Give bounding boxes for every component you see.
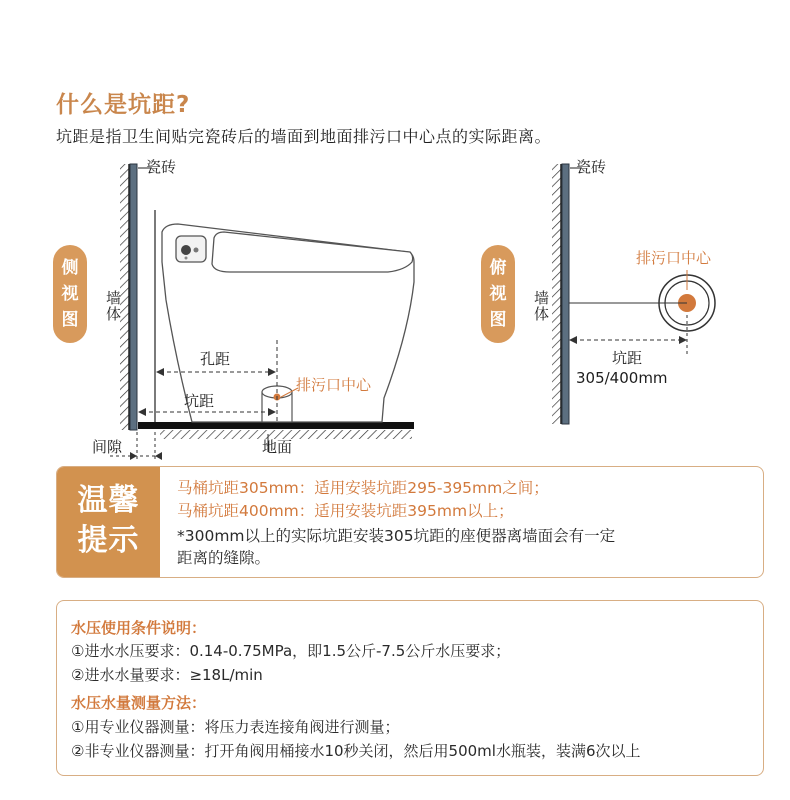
water-conditions-heading: 水压使用条件说明： xyxy=(71,619,207,637)
page-subtitle: 坑距是指卫生间贴完瓷砖后的墙面到地面排污口中心点的实际距离。 xyxy=(56,127,552,146)
warm-tips-box xyxy=(56,466,764,578)
side-pit-distance-label: 坑距 xyxy=(184,392,215,410)
top-pit-distance-label: 坑距 xyxy=(612,349,643,367)
top-pit-values: 305/400mm xyxy=(576,369,668,387)
tip-note-line1: *300mm以上的实际坑距安装305坑距的座便器离墙面会有一定 xyxy=(177,527,616,545)
tip-line-305: 马桶坑距305mm：适用安装坑距295-395mm之间； xyxy=(177,479,549,497)
warm-tips-label: 温馨 提示 xyxy=(57,467,160,577)
top-tile-strip xyxy=(562,164,569,424)
hole-distance-label: 孔距 xyxy=(200,350,231,368)
top-wall-label: 墙 体 xyxy=(534,289,550,323)
page-title: 什么是坑距? xyxy=(56,92,191,118)
water-item-professional: ①用专业仪器测量：将压力表连接角阀进行测量； xyxy=(71,718,400,736)
water-pressure-box xyxy=(56,600,764,776)
side-tile-label: 瓷砖 xyxy=(146,158,177,176)
water-item-nonprofessional: ②非专业仪器测量：打开角阀用桶接水10秒关闭，然后用500ml水瓶装，装满6次以上 xyxy=(71,742,641,760)
tip-note-line2: 距离的缝隙。 xyxy=(177,549,271,567)
side-view-tag: 侧 视 图 xyxy=(53,245,87,343)
top-pit-distance-arrow xyxy=(569,336,687,344)
side-outlet-center-label: 排污口中心 xyxy=(296,376,372,394)
top-wall-hatch xyxy=(552,164,561,424)
tip-line-400: 马桶坑距400mm：适用安装坑距395mm以上； xyxy=(177,502,514,520)
top-tile-label: 瓷砖 xyxy=(576,158,607,176)
water-method-heading: 水压水量测量方法： xyxy=(71,694,207,712)
top-outlet-center-label: 排污口中心 xyxy=(636,249,712,267)
water-item-flow: ②进水水量要求：≥18L/min xyxy=(71,666,263,684)
top-view-tag: 俯 视 图 xyxy=(481,245,515,343)
side-wall-label: 墙 体 xyxy=(106,289,122,323)
floor-label: 地面 xyxy=(262,438,293,456)
gap-label: 间隙 xyxy=(92,438,123,456)
water-item-pressure: ①进水水压要求：0.14-0.75MPa，即1.5公斤-7.5公斤水压要求； xyxy=(71,642,511,660)
